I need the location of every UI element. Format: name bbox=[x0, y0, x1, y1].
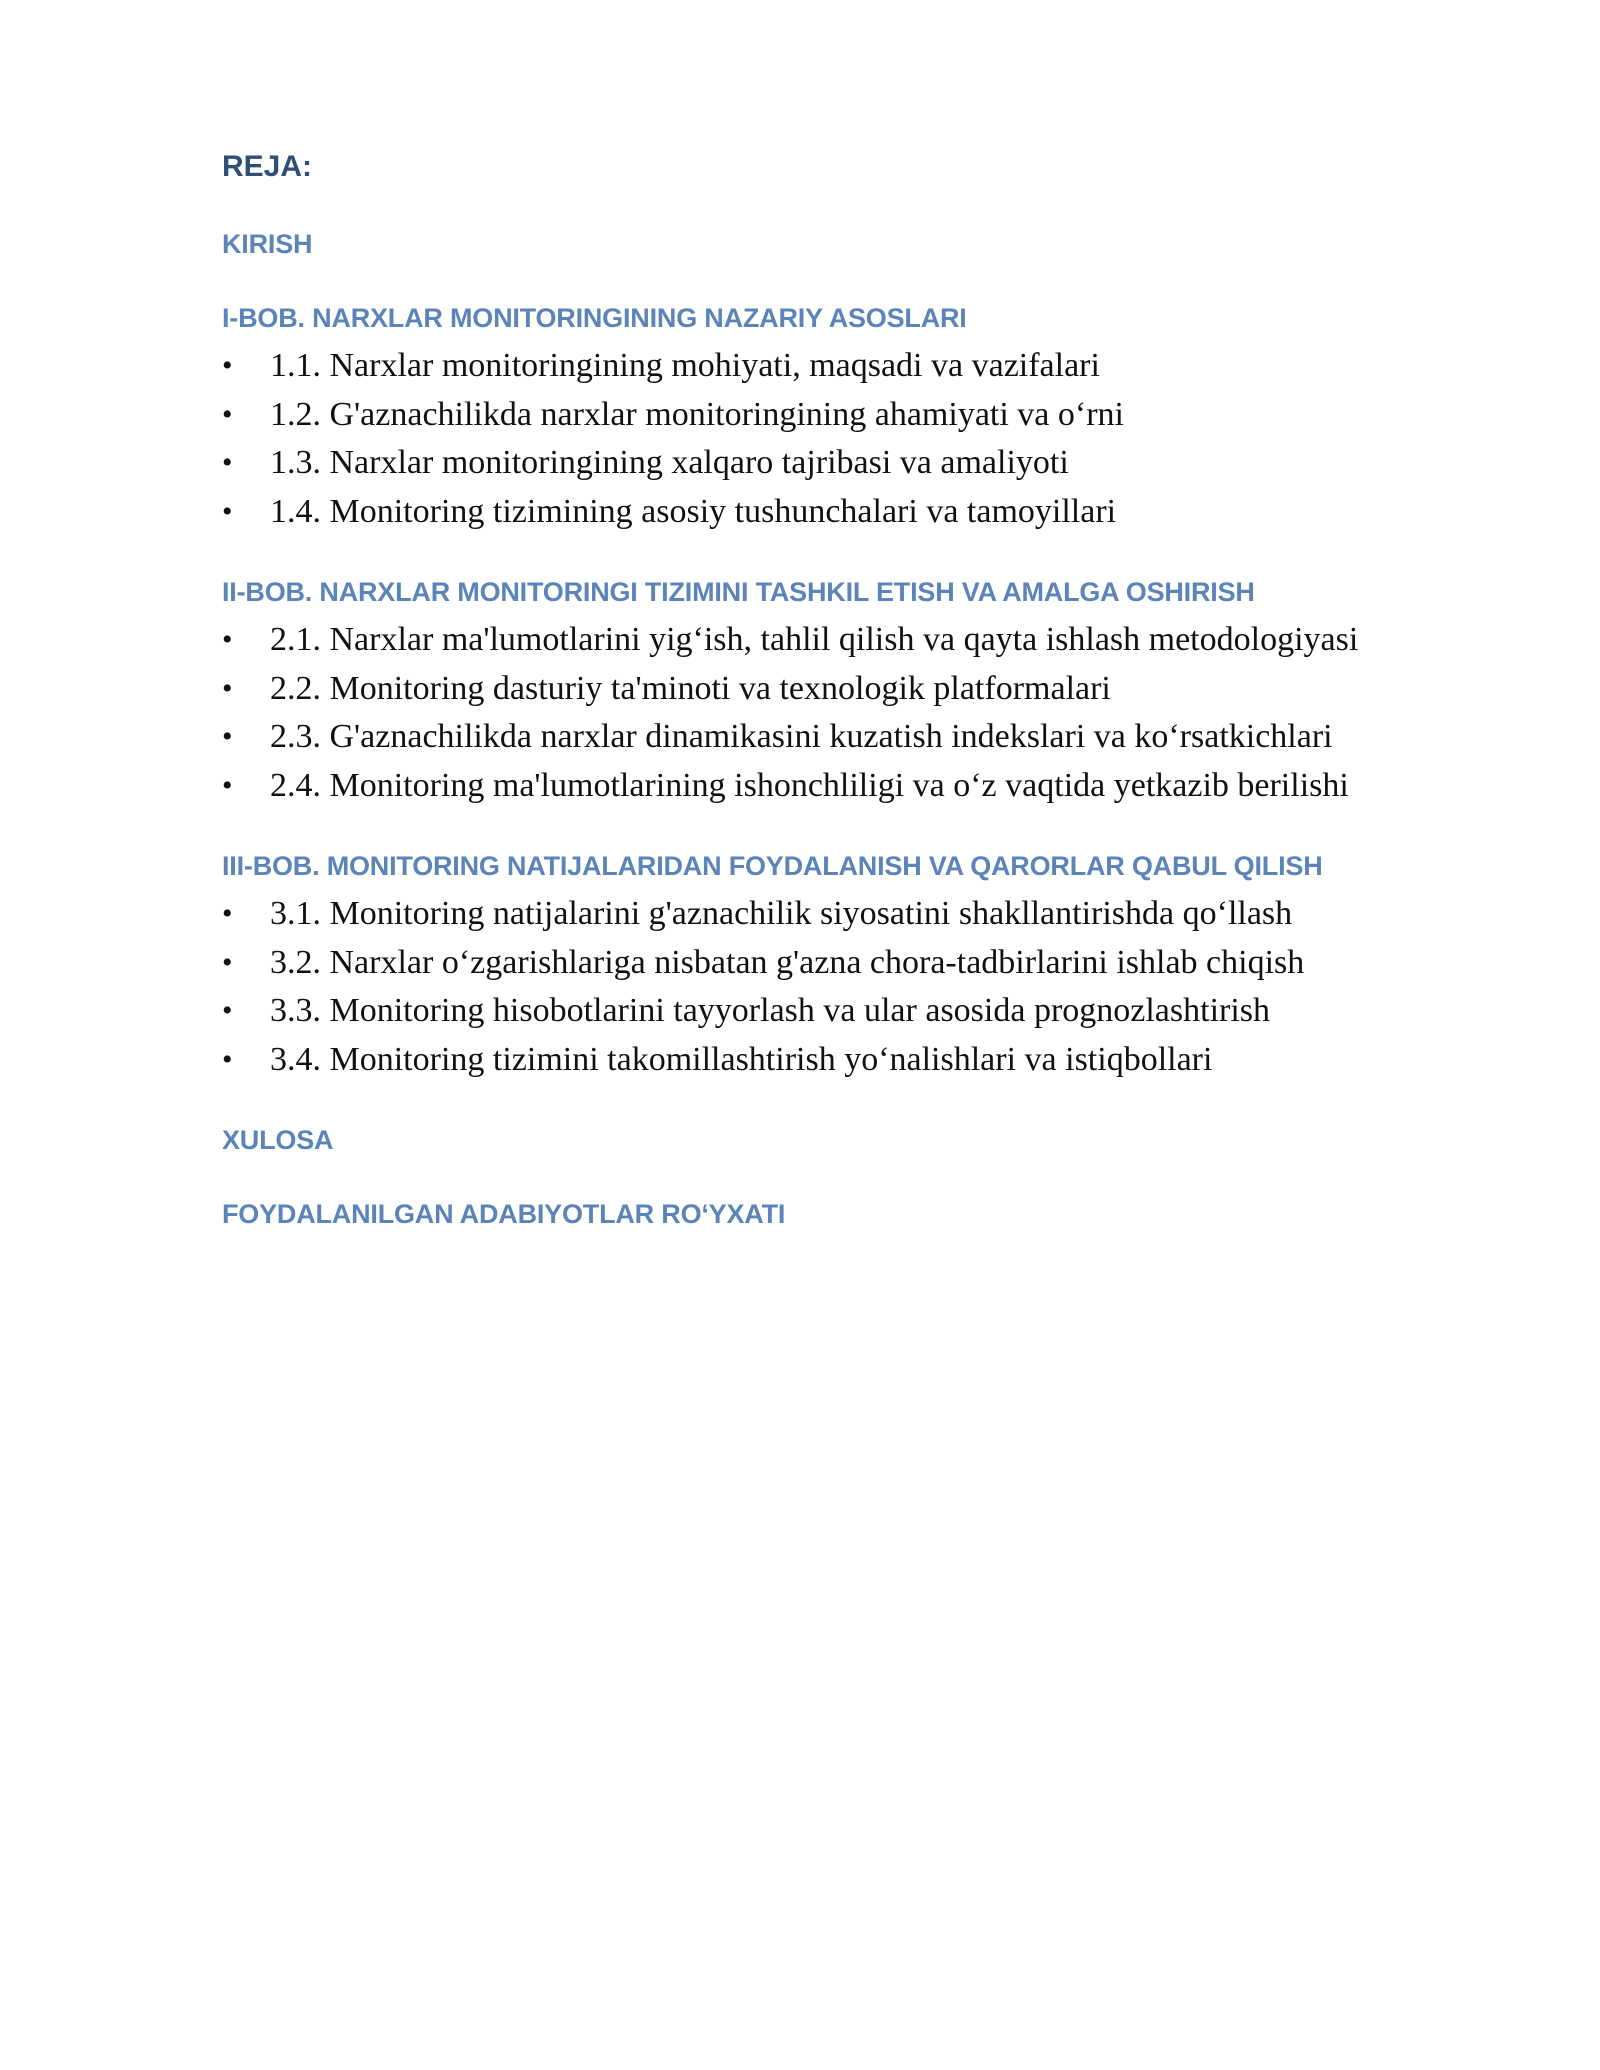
chapter-heading: II-BOB. NARXLAR MONITORINGI TIZIMINI TASHKIL ETISH VA AMALGA OSHIRISH bbox=[222, 577, 1255, 607]
bullet-icon: • bbox=[222, 494, 233, 528]
bullet-icon: • bbox=[222, 623, 233, 656]
list-item bbox=[222, 391, 1472, 440]
list-item bbox=[222, 987, 1472, 1036]
bullet-icon: • bbox=[222, 1042, 233, 1076]
bullet-icon: • bbox=[222, 446, 233, 479]
list-item-text: 3.1. Monitoring natijalarini g'aznachilik siyosatini shakllantirishda qo‘llash bbox=[270, 895, 1293, 932]
list-item-text: 1.2. G'aznachilikda narxlar monitoringining ahamiyati va o‘rni bbox=[270, 395, 1124, 433]
list-item bbox=[222, 939, 1472, 988]
list-item bbox=[222, 342, 1472, 391]
chapter-heading: I-BOB. NARXLAR MONITORINGINING NAZARIY ASOSLARI bbox=[222, 303, 967, 333]
list-item bbox=[222, 488, 1472, 537]
bullet-icon: • bbox=[222, 897, 233, 930]
heading-conclusion: XULOSA bbox=[222, 1125, 334, 1155]
chapter-items-list bbox=[222, 342, 1472, 536]
list-item-text: 2.3. G'aznachilikda narxlar dinamikasini kuzatish indekslari va ko‘rsatkichlari bbox=[270, 718, 1333, 755]
list-item bbox=[222, 890, 1472, 939]
chapter-3 bbox=[222, 850, 1472, 1084]
list-item-text: 3.4. Monitoring tizimini takomillashtirish yo‘nalishlari va istiqbollari bbox=[270, 1040, 1213, 1078]
list-item bbox=[222, 713, 1472, 762]
list-item-text: 3.3. Monitoring hisobotlarini tayyorlash va ular asosida prognozlashtirish bbox=[270, 992, 1271, 1029]
bullet-icon: • bbox=[222, 994, 233, 1027]
bullet-icon: • bbox=[222, 720, 233, 753]
list-item-text: 3.2. Narxlar o‘zgarishlariga nisbatan g'azna chora-tadbirlarini ishlab chiqish bbox=[270, 943, 1305, 981]
heading-intro: KIRISH bbox=[222, 229, 313, 259]
list-item-text: 1.1. Narxlar monitoringining mohiyati, maqsadi va vazifalari bbox=[270, 347, 1100, 384]
list-item bbox=[222, 616, 1472, 665]
list-item-text: 2.4. Monitoring ma'lumotlarining ishonchliligi va o‘z vaqtida yetkazib berilishi bbox=[270, 766, 1349, 804]
bullet-icon: • bbox=[222, 397, 233, 431]
heading-references: FOYDALANILGAN ADABIYOTLAR RO‘YXATI bbox=[222, 1199, 786, 1229]
chapter-2 bbox=[222, 576, 1472, 810]
bullet-icon: • bbox=[222, 671, 233, 705]
chapter-items-list bbox=[222, 616, 1472, 810]
list-item bbox=[222, 665, 1472, 714]
chapter-heading: III-BOB. MONITORING NATIJALARIDAN FOYDALANISH VA QARORLAR QABUL QILISH bbox=[222, 851, 1323, 881]
list-item bbox=[222, 1036, 1472, 1085]
bullet-icon: • bbox=[222, 349, 233, 382]
chapter-1 bbox=[222, 302, 1472, 536]
chapter-items-list bbox=[222, 890, 1472, 1084]
bullet-icon: • bbox=[222, 945, 233, 979]
page-title: REJA: bbox=[222, 150, 313, 183]
list-item-text: 1.3. Narxlar monitoringining xalqaro tajribasi va amaliyoti bbox=[270, 444, 1069, 481]
list-item bbox=[222, 762, 1472, 811]
list-item-text: 2.2. Monitoring dasturiy ta'minoti va texnologik platformalari bbox=[270, 669, 1111, 707]
bullet-icon: • bbox=[222, 768, 233, 802]
list-item-text: 1.4. Monitoring tizimining asosiy tushunchalari va tamoyillari bbox=[270, 492, 1117, 530]
document-page bbox=[222, 150, 1472, 1230]
list-item bbox=[222, 439, 1472, 488]
list-item-text: 2.1. Narxlar ma'lumotlarini yig‘ish, tahlil qilish va qayta ishlash metodologiyasi bbox=[270, 621, 1359, 658]
